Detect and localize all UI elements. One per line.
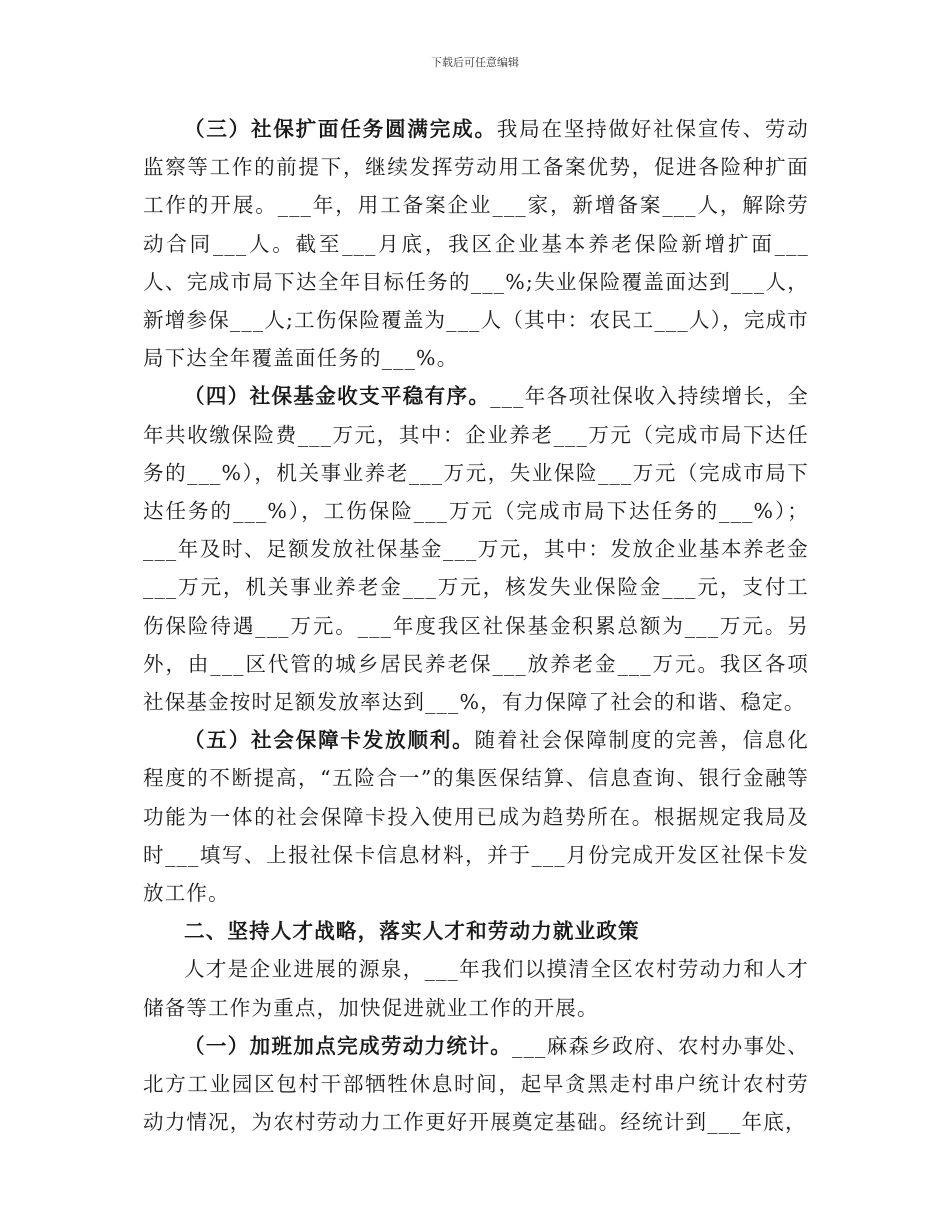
paragraph-text: 随着社会保障制度的完善，信息化程度的不断提高，“五险合一”的集医保结算、信息查询、银行金融等功能为一体的社会保障卡投入使用已成为趋势所在。根据规定我局及时___填写、上报社保卡信息材料，并于___月份完成开发区社保卡发放工作。	[143, 728, 810, 906]
paragraph-lead: （四）社保基金收支平稳有序。	[184, 384, 491, 409]
paragraph-labor-statistics	[143, 1027, 809, 1142]
paragraph-lead: （三）社保扩面任务圆满完成。	[184, 117, 497, 141]
paragraph-lead: （一）加班加点完成劳动力统计。	[184, 1033, 513, 1058]
paragraph-social-fund	[143, 377, 809, 721]
section-heading: 二、坚持人才战略，落实人才和劳动力就业政策	[184, 919, 640, 944]
paragraph-text: ___麻森乡政府、农村办事处、北方工业园区包村干部牺牲休息时间，起早贪黑走村串户统计农村劳动力情况，为农村劳动力工作更好开展奠定基础。经统计到___年底，	[143, 1033, 810, 1135]
document-body	[143, 110, 809, 1141]
paragraph-social-insurance-expansion	[143, 110, 809, 377]
paragraph-intro: 人才是企业进展的源泉，___年我们以摸清全区农村劳动力和人才储备等工作为重点，加快促进就业工作的开展。	[143, 957, 809, 1020]
paragraph-text: ___年各项社保收入持续增长，全年共收缴保险费___万元，其中：企业养老___万元（完成市局下达任务的___%），机关事业养老___万元，失业保险___万元（完成市局下达任务的___%），工伤保险___万元（完成市局下达任务的___%）；___年及时、足额发放社保基金___万元，其中：发放企业基本养老金___万元，机关事业养老金___万元，核发失业保险金___元，支付工伤保险待遇___万元。___年度我区社保基金积累总额为___万元。另外，由___区代管的城乡居民养老保___放养老金___万元。我区各项社保基金按时足额发放率达到___%，有力保障了社会的和谐、稳定。	[143, 384, 809, 715]
paragraph-lead: （五）社会保障卡发放顺利。	[184, 728, 475, 753]
page-header: 下载后可任意编辑	[431, 56, 519, 69]
paragraph-social-card	[143, 721, 809, 912]
paragraph-text: 我局在坚持做好社保宣传、劳动监察等工作的前提下，继续发挥劳动用工备案优势，促进各险种扩面工作的开展。___年，用工备案企业___家，新增备案___人，解除劳动合同___人。截至___月底，我区企业基本养老保险新增扩面___人、完成市局下达全年目标任务的___%;失业保险覆盖面达到___人，新增参保___人;工伤保险覆盖为___人（其中：农民工___人），完成市局下达全年覆盖面任务的___%。	[143, 117, 809, 371]
